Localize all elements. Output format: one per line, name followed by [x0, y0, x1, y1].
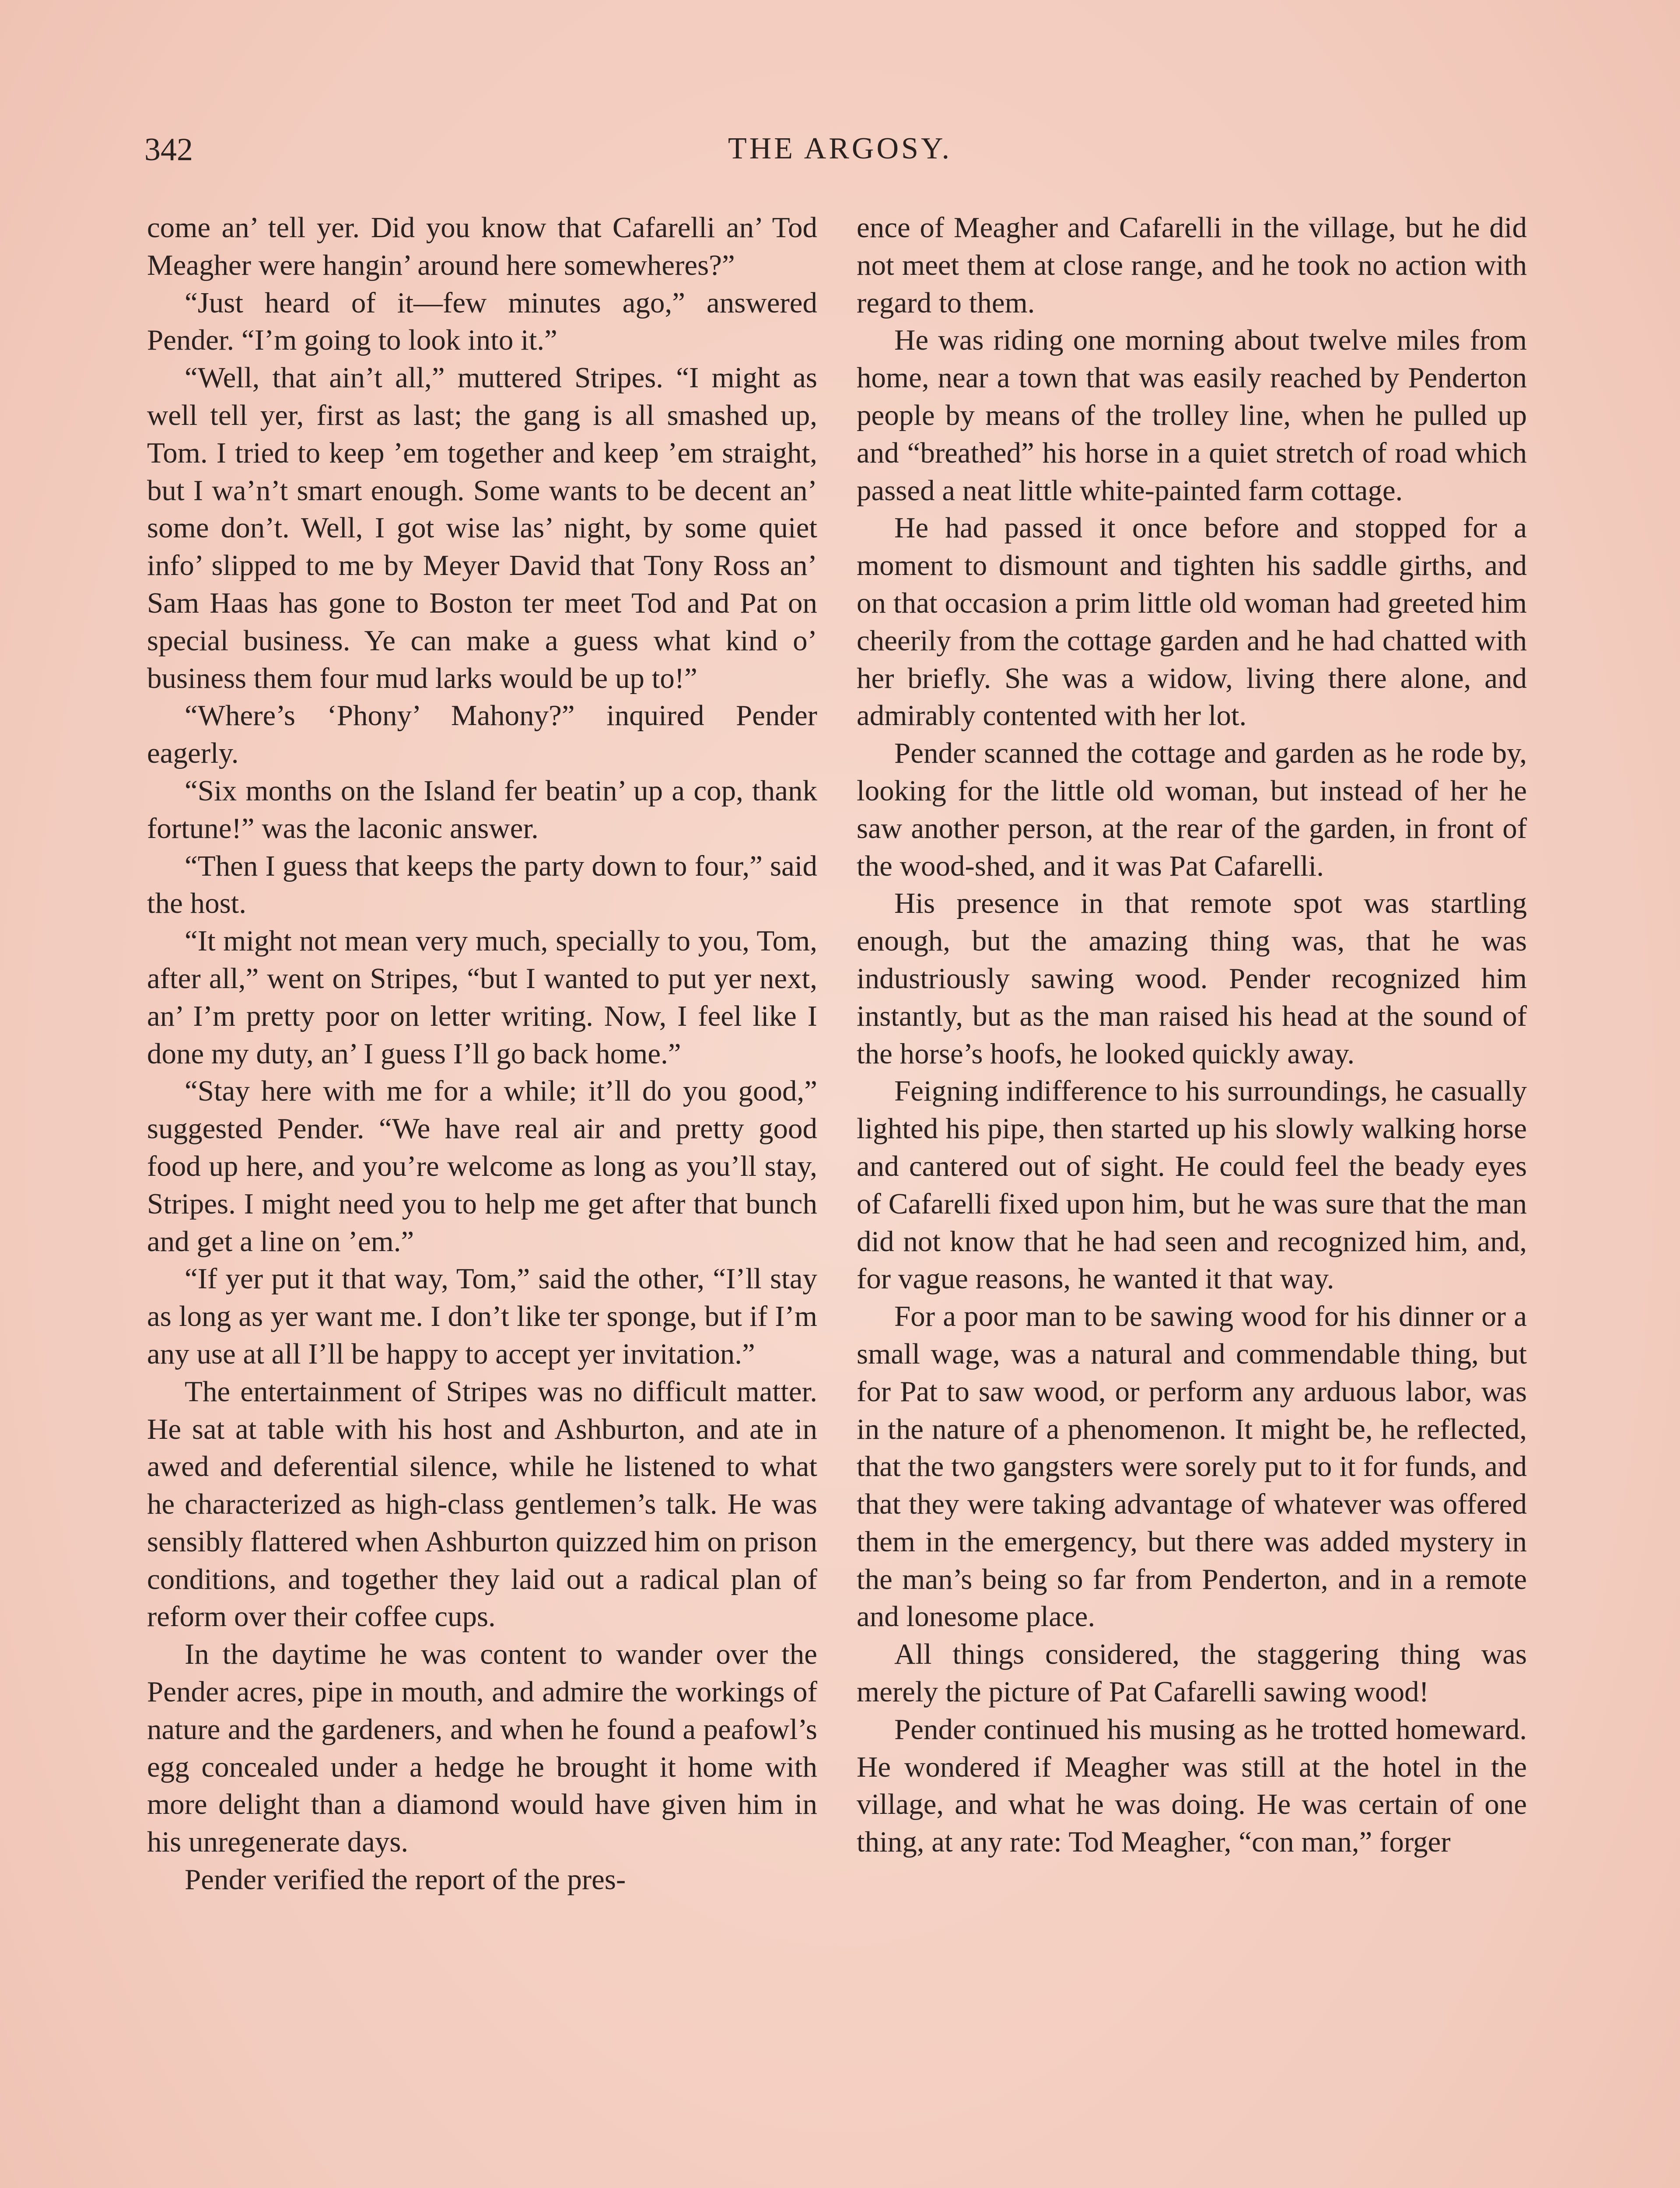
paragraph: In the daytime he was content to wander over the Pender acres, pipe in mouth, and admire the workings of nature and the gardeners, and when he found a peafowl’s egg concealed under a hedge he brought it home with more delight than a diamond would have given him in his unregenerate days. [147, 1638, 817, 1858]
paragraph: “If yer put it that way, Tom,” said the other, “I’ll stay as long as yer want me. I don’t like ter sponge, but if I’m any use at all I’ll be happy to accept yer invitation.” [147, 1262, 817, 1370]
paragraph: “Just heard of it—few minutes ago,” answered Pender. “I’m going to look into it.” [147, 286, 817, 357]
paragraph: He was riding one morning about twelve miles from home, near a town that was easily reached by Penderton people by means of the trolley line, when he pulled up and “breathed” his horse in a quiet stretch of road which passed a neat little white-painted farm cottage. [857, 324, 1527, 507]
paragraph: He had passed it once before and stopped for a moment to dismount and tighten his saddle girths, and on that occasion a prim little old woman had greeted him cheerily from the cottage garden and he had chatted with her briefly. She was a widow, living there alone, and admirably contented with her lot. [857, 512, 1527, 732]
paragraph: Pender verified the report of the pres- [185, 1863, 626, 1896]
paragraph: “Six months on the Island fer beatin’ up a cop, thank fortune!” was the laconic answer. [147, 774, 817, 845]
paragraph: “Then I guess that keeps the party down to four,” said the host. [147, 849, 817, 920]
paragraph: “Where’s ‘Phony’ Mahony?” inquired Pender eagerly. [147, 699, 817, 770]
paragraph: “It might not mean very much, specially to you, Tom, after all,” went on Stripes, “but I wanted to put yer next, an’ I’m pretty poor on letter writing. Now, I feel like I done my duty, an’ I guess I’ll go back home.” [147, 925, 817, 1070]
paragraph: Pender continued his musing as he trotted homeward. He wondered if Meagher was still at the hotel in the village, and what he was doing. He was certain of one thing, at any rate: Tod Meagher, “con man,” forger [857, 1713, 1527, 1858]
paragraph: Pender scanned the cottage and garden as he rode by, looking for the little old woman, but instead of her he saw another person, at the rear of the garden, in front of the wood-shed, and it was Pat Cafarelli. [857, 737, 1527, 882]
running-head: THE ARGOSY. [728, 132, 952, 165]
paragraph: The entertainment of Stripes was no difficult matter. He sat at table with his host and Ashburton, and ate in awed and deferential silence, while he listened to what he characterized as high-class gentlemen’s talk. He was sensibly flattered when Ashburton quizzed him on prison conditions, and together they laid out a radical plan of reform over their coffee cups. [147, 1375, 817, 1633]
right-column [857, 209, 1527, 1861]
page-header [144, 131, 1536, 179]
paragraph: come an’ tell yer. Did you know that Cafarelli an’ Tod Meagher were hangin’ around here somewheres?” [147, 211, 817, 281]
paragraph: “Well, that ain’t all,” muttered Stripes. “I might as well tell yer, first as last; the gang is all smashed up, Tom. I tried to keep ’em together and keep ’em straight, but I wa’n’t smart enough. Some wants to be decent an’ some don’t. Well, I got wise las’ night, by some quiet info’ slipped to me by Meyer David that Tony Ross an’ Sam Haas has gone to Boston ter meet Tod and Pat on special business. Ye can make a guess what kind o’ business them four mud larks would be up to!” [147, 361, 817, 694]
paragraph: ence of Meagher and Cafarelli in the village, but he did not meet them at close range, and he took no action with regard to them. [857, 211, 1527, 319]
paragraph: “Stay here with me for a while; it’ll do you good,” suggested Pender. “We have real air and pretty good food up here, and you’re welcome as long as you’ll stay, Stripes. I might need you to help me get after that bunch and get a line on ’em.” [147, 1075, 817, 1258]
page-number: 342 [144, 132, 193, 168]
paragraph: His presence in that remote spot was startling enough, but the amazing thing was, that he was industriously sawing wood. Pender recognized him instantly, but as the man raised his head at the sound of the horse’s hoofs, he looked quickly away. [857, 887, 1527, 1070]
paragraph: Feigning indifference to his surroundings, he casually lighted his pipe, then started up his slowly walking horse and cantered out of sight. He could feel the beady eyes of Cafarelli fixed upon him, but he was sure that the man did not know that he had seen and recognized him, and, for vague reasons, he wanted it that way. [857, 1075, 1527, 1295]
paragraph: All things considered, the staggering thing was merely the picture of Pat Cafarelli sawing wood! [857, 1638, 1527, 1708]
left-column [147, 209, 817, 1899]
paragraph: For a poor man to be sawing wood for his dinner or a small wage, was a natural and commendable thing, but for Pat to saw wood, or perform any arduous labor, was in the nature of a phenomenon. It might be, he reflected, that the two gangsters were sorely put to it for funds, and that they were taking advantage of whatever was offered them in the emergency, but there was added mystery in the man’s being so far from Penderton, and in a remote and lonesome place. [857, 1300, 1527, 1633]
